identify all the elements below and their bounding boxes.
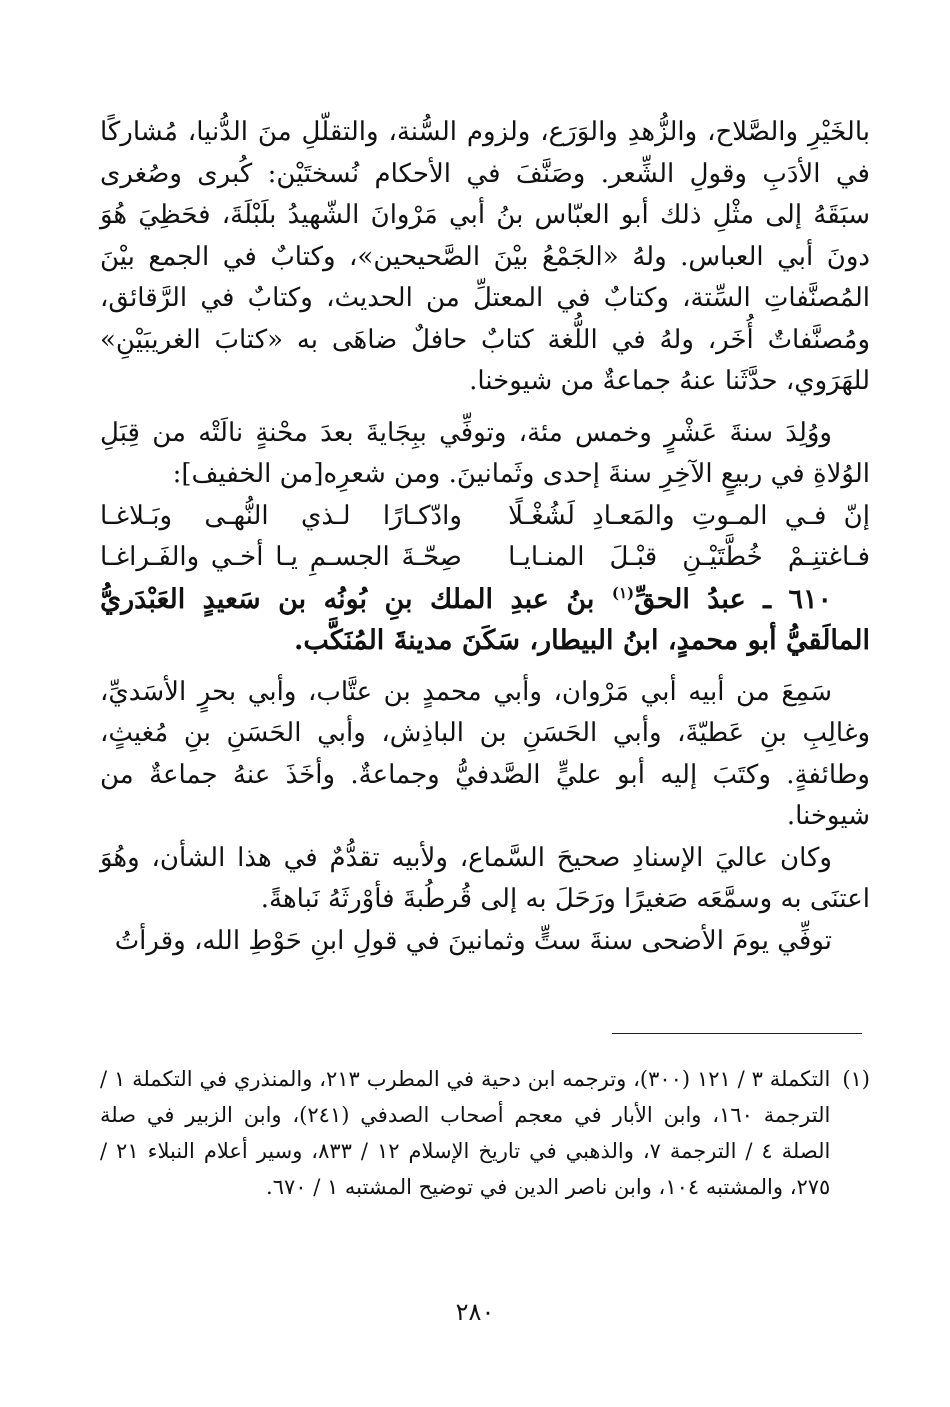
verse-second-hemistich: صِحّـةَ الجسـمِ يـا أخـي والفَـراغـا [100,542,462,572]
verse-first-hemistich: إنّ فـي المـوتِ والمَعـادِ لَشُغْـلًا [508,500,870,531]
entry-heading [100,579,870,662]
footnote-marker[interactable]: (١) [611,583,635,602]
entry-number: ٦١٠ [788,583,833,615]
verse-first-hemistich: فـاغتنِـمْ خُطَّتَيْـنِ قبْـلَ المنـايـا [508,542,870,572]
verse-second-hemistich: وادّكـارًا لـذي النُّهـى وبَـلاغـا [100,500,462,531]
entry-name: ـ عبدُ الحقِّ [634,583,772,615]
footnote-number: (١) [842,1067,870,1091]
verse-line [100,496,870,538]
paragraph: سَمِعَ من أبيه أبي مَرْوان، وأبي محمدٍ بن عتَّاب، وأبي بحرٍ الأسَديِّ، وغالِبِ بنِ عَطيّةَ، وأبي الحَسَنِ بن الباذِش، وأبي الحَسَنِ بنِ مُغيثٍ، وطائفةٍ. وكتَبَ إليه أبو عليٍّ الصَّدفيُّ وجماعةٌ. وأخَذَ عنهُ جماعةٌ من شيوخنا. [100,676,870,831]
paragraph: وكان عاليَ الإسنادِ صحيحَ السَّماع، ولأبيه تقدُّمٌ في هذا الشأن، وهُوَ اعتنَى به وسمَّعَه صَغيرًا ورَحَلَ به إلى قُرطُبةَ فأوْرثَهُ نَباهةً. [100,842,870,914]
paragraph: توفِّي يومَ الأضحى سنةَ ستٍّ وثمانينَ في قولِ ابنِ حَوْطِ الله، وقرأتُ [114,925,832,956]
paragraph: ووُلِدَ سنةَ عَشْرٍ وخمس مئة، وتوفِّي ببِجَايةَ بعدَ محْنةٍ نالَتْه من قِبَلِ الوُلاةِ في ربيعٍ الآخِرِ سنةَ إحدى وثَمانينَ. ومن شعرِه[من الخفيف]: [100,417,870,489]
verse-line [100,537,870,579]
main-text [100,112,870,962]
footnote-text: التكملة ٣ / ١٢١ (٣٠٠)، وترجمه ابن دحية في المطرب ٢١٣، والمنذري في التكملة ١ / الترجمة ١٦٠، وابن الأبار في معجم أصحاب الصدفي (٢٤١)، وابن الزبير في صلة الصلة ٤ / الترجمة ٧، والذهبي في تاريخ الإسلام ١٢ / ٨٣٣، وسير أعلام النبلاء ٢١ / ٢٧٥، والمشتبه ١٠٤، وابن ناصر الدين في توضيح المشتبه ١ / ٦٧٠. [100,1067,831,1199]
paragraph: بالخَيْرِ والصَّلاح، والزُّهدِ والوَرَع، ولزوم السُّنة، والتقلّلِ منَ الدُّنيا، مُشاركًا في الأدَبِ وقولِ الشِّعر. وصَنَّفَ في الأحكام نُسختَيْن: كُبرى وصُغرى سبَقَهُ إلى مثْلِ ذلك أبو العبّاس بنُ أبي مَرْوانَ الشّهيدُ بلَبْلَةَ، فحَظِيَ هُوَ دونَ أبي العباس. ولهُ «الجَمْعُ بيْنَ الصَّحيحين»، وكتابٌ في الجمع بيْنَ المُصنَّفاتِ السِّتة، وكتابٌ في المعتلِّ من الحديث، وكتابٌ في الرَّقائق، ومُصنَّفاتٌ أُخَر، ولهُ في اللُّغة كتابٌ حافلٌ ضاهَى به «كتابَ الغريبَيْنِ» للهَرَوي، حدَّثَنا عنهُ جماعةٌ من شيوخنا. [100,117,870,396]
entry-lineage: بنُ عبدِ الملك بنِ بُونُه بن سَعيدٍ العَبْدَريُّ المالَقيُّ أبو محمدٍ، ابنُ البيطار، سَكَنَ مدينةَ المُنَكَّب. [100,583,870,656]
page-number: ٢٨٠ [455,1298,495,1326]
footnote [100,1061,870,1205]
footnote-divider [612,1033,862,1034]
